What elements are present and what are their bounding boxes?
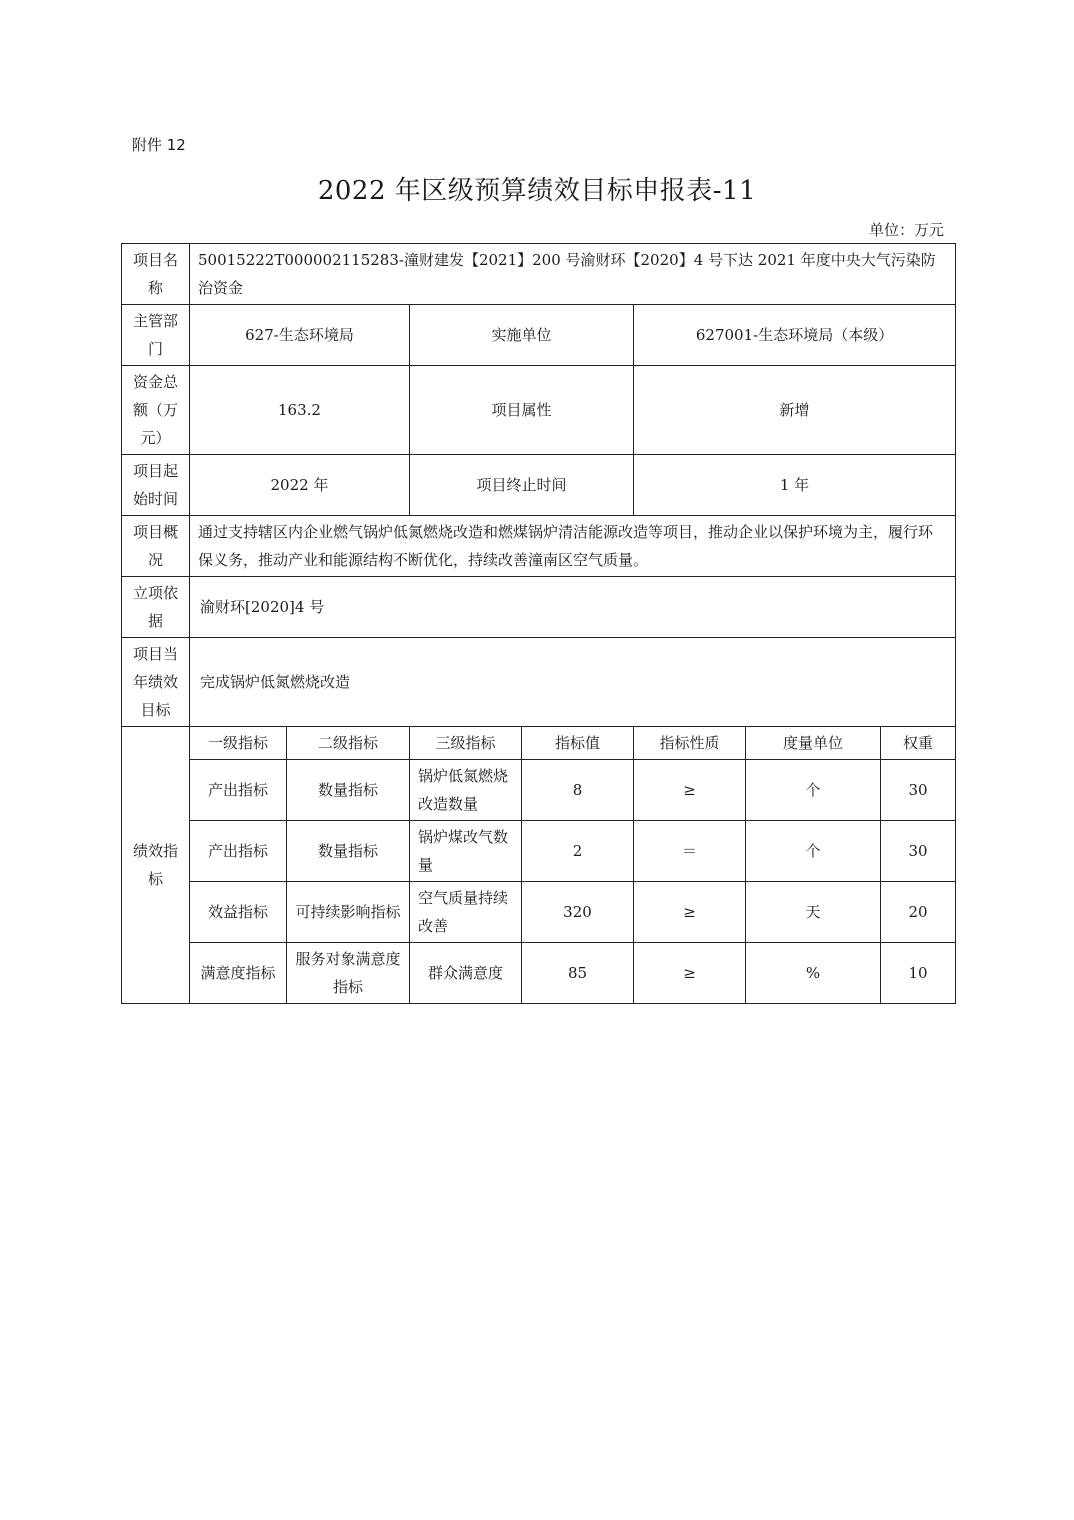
impl-label: 实施单位 xyxy=(410,305,634,366)
level3-cell: 锅炉煤改气数量 xyxy=(410,821,522,882)
value-cell: 320 xyxy=(522,882,634,943)
indicator-section-label: 绩效指标 xyxy=(122,727,190,1004)
header-level3: 三级指标 xyxy=(410,727,522,760)
header-level1: 一级指标 xyxy=(190,727,287,760)
attachment-label: 附件 12 xyxy=(132,136,186,154)
start-label: 项目起始时间 xyxy=(122,455,190,516)
value-cell: 2 xyxy=(522,821,634,882)
start-value: 2022 年 xyxy=(190,455,410,516)
overview-value: 通过支持辖区内企业燃气锅炉低氮燃烧改造和燃煤锅炉清洁能源改造等项目，推动企业以保护环境为主，履行环保义务，推动产业和能源结构不断优化，持续改善潼南区空气质量。 xyxy=(190,516,956,577)
value-cell: 85 xyxy=(522,943,634,1004)
overview-label: 项目概况 xyxy=(122,516,190,577)
level3-cell: 锅炉低氮燃烧改造数量 xyxy=(410,760,522,821)
table-row xyxy=(122,943,956,1004)
nature-cell: ≥ xyxy=(634,760,746,821)
header-level2: 二级指标 xyxy=(287,727,410,760)
basis-row xyxy=(122,577,956,638)
level1-cell: 效益指标 xyxy=(190,882,287,943)
end-value: 1 年 xyxy=(634,455,956,516)
table-row xyxy=(122,760,956,821)
indicator-header-row xyxy=(122,727,956,760)
project-name-label: 项目名称 xyxy=(122,244,190,305)
weight-cell: 30 xyxy=(881,821,956,882)
unit-label: 单位：万元 xyxy=(868,221,944,239)
amount-row xyxy=(122,366,956,455)
goal-row xyxy=(122,638,956,727)
level2-cell: 服务对象满意度指标 xyxy=(287,943,410,1004)
level1-cell: 产出指标 xyxy=(190,760,287,821)
end-label: 项目终止时间 xyxy=(410,455,634,516)
impl-value: 627001-生态环境局（本级） xyxy=(634,305,956,366)
unit-cell: 天 xyxy=(746,882,881,943)
level3-cell: 空气质量持续改善 xyxy=(410,882,522,943)
amount-value: 163.2 xyxy=(190,366,410,455)
nature-cell: ≥ xyxy=(634,943,746,1004)
overview-row xyxy=(122,516,956,577)
header-value: 指标值 xyxy=(522,727,634,760)
header-nature: 指标性质 xyxy=(634,727,746,760)
table-row xyxy=(122,882,956,943)
goal-label: 项目当年绩效目标 xyxy=(122,638,190,727)
period-row xyxy=(122,455,956,516)
weight-cell: 10 xyxy=(881,943,956,1004)
goal-value: 完成锅炉低氮燃烧改造 xyxy=(190,638,956,727)
header-unit: 度量单位 xyxy=(746,727,881,760)
project-name-value: 50015222T000002115283-潼财建发【2021】200 号渝财环【2020】4 号下达 2021 年度中央大气污染防治资金 xyxy=(190,244,956,305)
unit-cell: % xyxy=(746,943,881,1004)
unit-cell: 个 xyxy=(746,821,881,882)
header-weight: 权重 xyxy=(881,727,956,760)
weight-cell: 30 xyxy=(881,760,956,821)
budget-target-table xyxy=(121,243,956,1004)
unit-cell: 个 xyxy=(746,760,881,821)
project-name-row xyxy=(122,244,956,305)
dept-value: 627-生态环境局 xyxy=(190,305,410,366)
basis-label: 立项依据 xyxy=(122,577,190,638)
level2-cell: 可持续影响指标 xyxy=(287,882,410,943)
nature-cell: ≥ xyxy=(634,882,746,943)
level2-cell: 数量指标 xyxy=(287,821,410,882)
dept-label: 主管部门 xyxy=(122,305,190,366)
level2-cell: 数量指标 xyxy=(287,760,410,821)
amount-label: 资金总额（万元） xyxy=(122,366,190,455)
page-title: 2022 年区级预算绩效目标申报表-11 xyxy=(317,176,757,206)
department-row xyxy=(122,305,956,366)
weight-cell: 20 xyxy=(881,882,956,943)
table-row xyxy=(122,821,956,882)
attr-value: 新增 xyxy=(634,366,956,455)
basis-value: 渝财环[2020]4 号 xyxy=(190,577,956,638)
value-cell: 8 xyxy=(522,760,634,821)
attr-label: 项目属性 xyxy=(410,366,634,455)
level3-cell: 群众满意度 xyxy=(410,943,522,1004)
nature-cell: ＝ xyxy=(634,821,746,882)
level1-cell: 满意度指标 xyxy=(190,943,287,1004)
level1-cell: 产出指标 xyxy=(190,821,287,882)
